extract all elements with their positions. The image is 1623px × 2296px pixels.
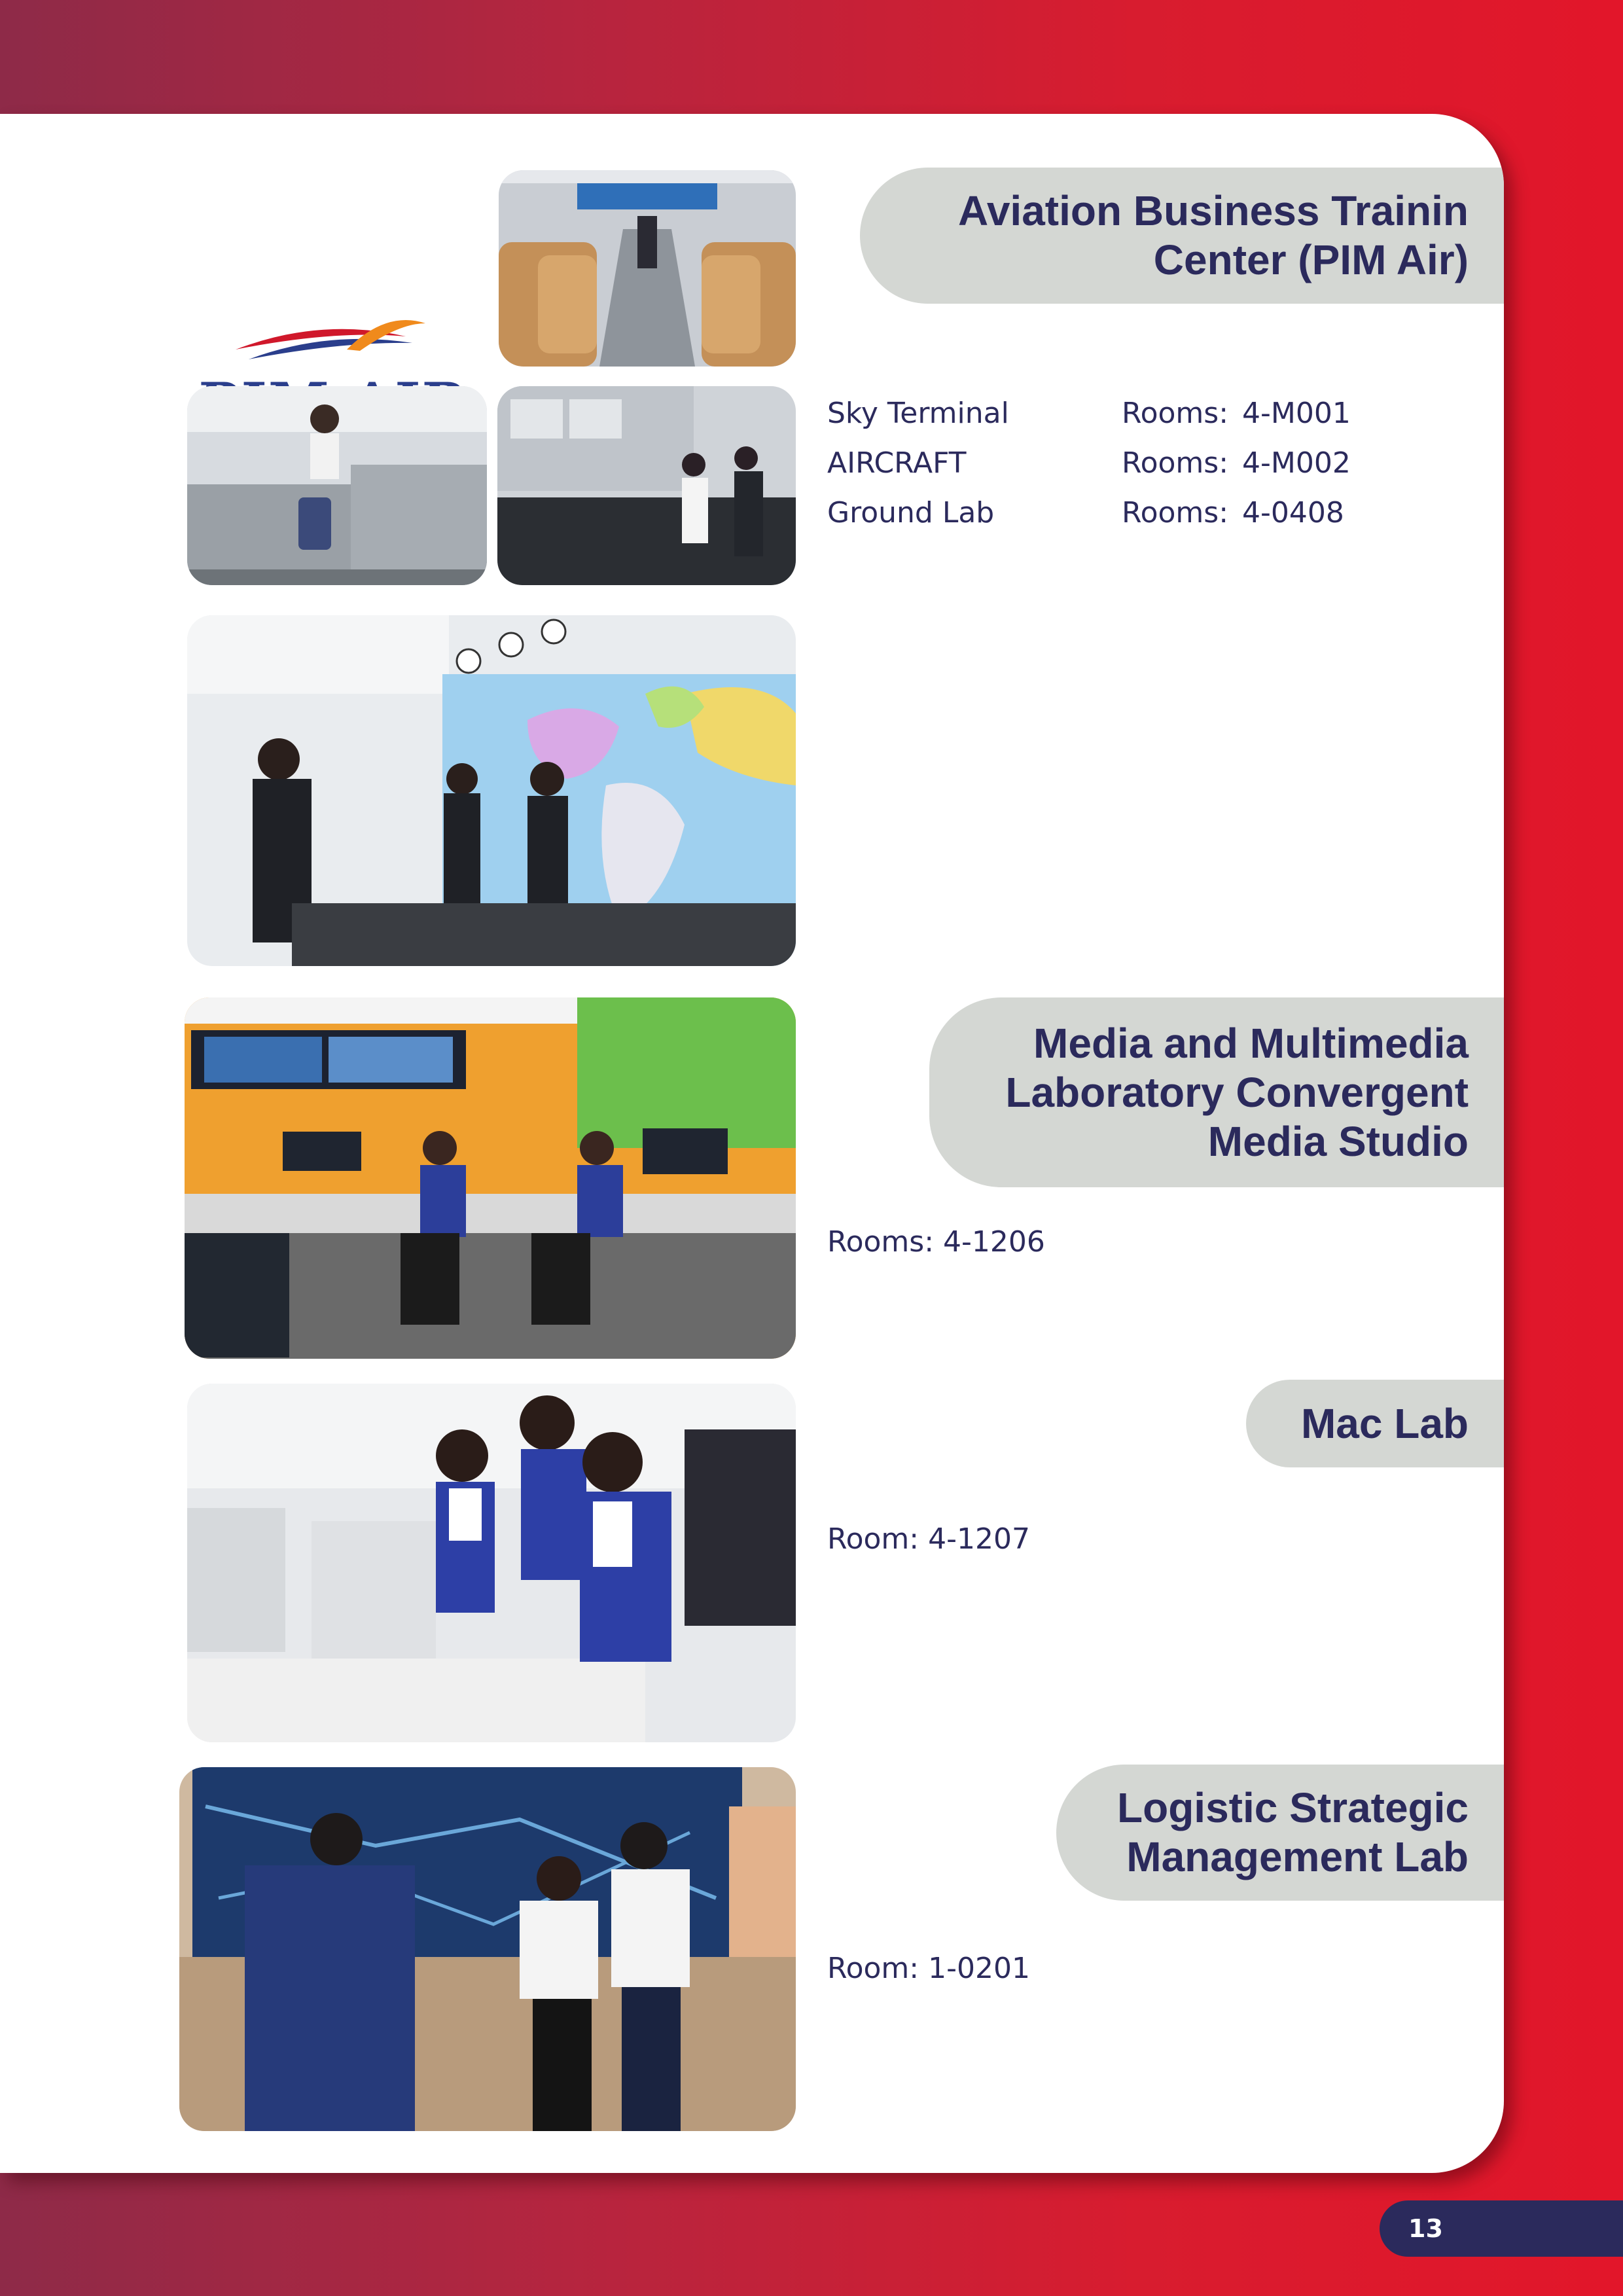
mac-room: Room: 4-1207 <box>827 1522 1030 1556</box>
mac-lab-photo <box>187 1384 796 1742</box>
logistic-room: Room: 1-0201 <box>827 1952 1030 1985</box>
page-number: 13 <box>1380 2200 1623 2257</box>
logistic-title-line1: Logistic Strategic <box>1117 1784 1469 1831</box>
check-in-counter-photo <box>187 386 487 585</box>
logistic-title-pill <box>1056 1765 1504 1901</box>
aviation-title <box>958 187 1469 285</box>
ground-lab-photo <box>187 615 796 966</box>
facility-rooms-label: Rooms: <box>1122 446 1229 480</box>
facility-name-aircraft: AIRCRAFT <box>827 446 967 480</box>
media-title-line2: Laboratory Convergent <box>1005 1068 1469 1116</box>
media-title-pill <box>929 997 1504 1187</box>
aviation-title-line2: Center (PIM Air) <box>1153 236 1469 283</box>
logo-swoosh-icon <box>190 310 478 376</box>
facility-room-ground-lab: 4-0408 <box>1242 496 1344 529</box>
content-card <box>0 114 1504 2173</box>
logistic-title <box>1117 1784 1469 1882</box>
facility-rooms-label: Rooms: <box>1122 397 1229 430</box>
logistic-title-line2: Management Lab <box>1126 1833 1469 1880</box>
media-title-line3: Media Studio <box>1207 1117 1469 1165</box>
media-title-line1: Media and Multimedia <box>1033 1019 1469 1067</box>
facility-rooms-label: Rooms: <box>1122 496 1229 529</box>
logistic-lab-photo <box>179 1767 796 2131</box>
aviation-title-line1: Aviation Business Trainin <box>957 187 1469 234</box>
media-room: Rooms: 4-1206 <box>827 1225 1045 1259</box>
mac-title-pill <box>1246 1380 1504 1467</box>
facility-name-ground-lab: Ground Lab <box>827 496 995 529</box>
aviation-title-pill <box>860 168 1504 304</box>
facility-room-aircraft: 4-M002 <box>1242 446 1351 480</box>
media-studio-photo <box>185 997 796 1359</box>
facility-room-sky-terminal: 4-M001 <box>1242 397 1351 430</box>
mac-title: Mac Lab <box>1300 1399 1469 1447</box>
aircraft-galley-photo <box>497 386 796 585</box>
aircraft-cabin-photo <box>499 170 796 367</box>
facility-name-sky-terminal: Sky Terminal <box>827 397 1009 430</box>
media-title <box>1005 1019 1469 1166</box>
